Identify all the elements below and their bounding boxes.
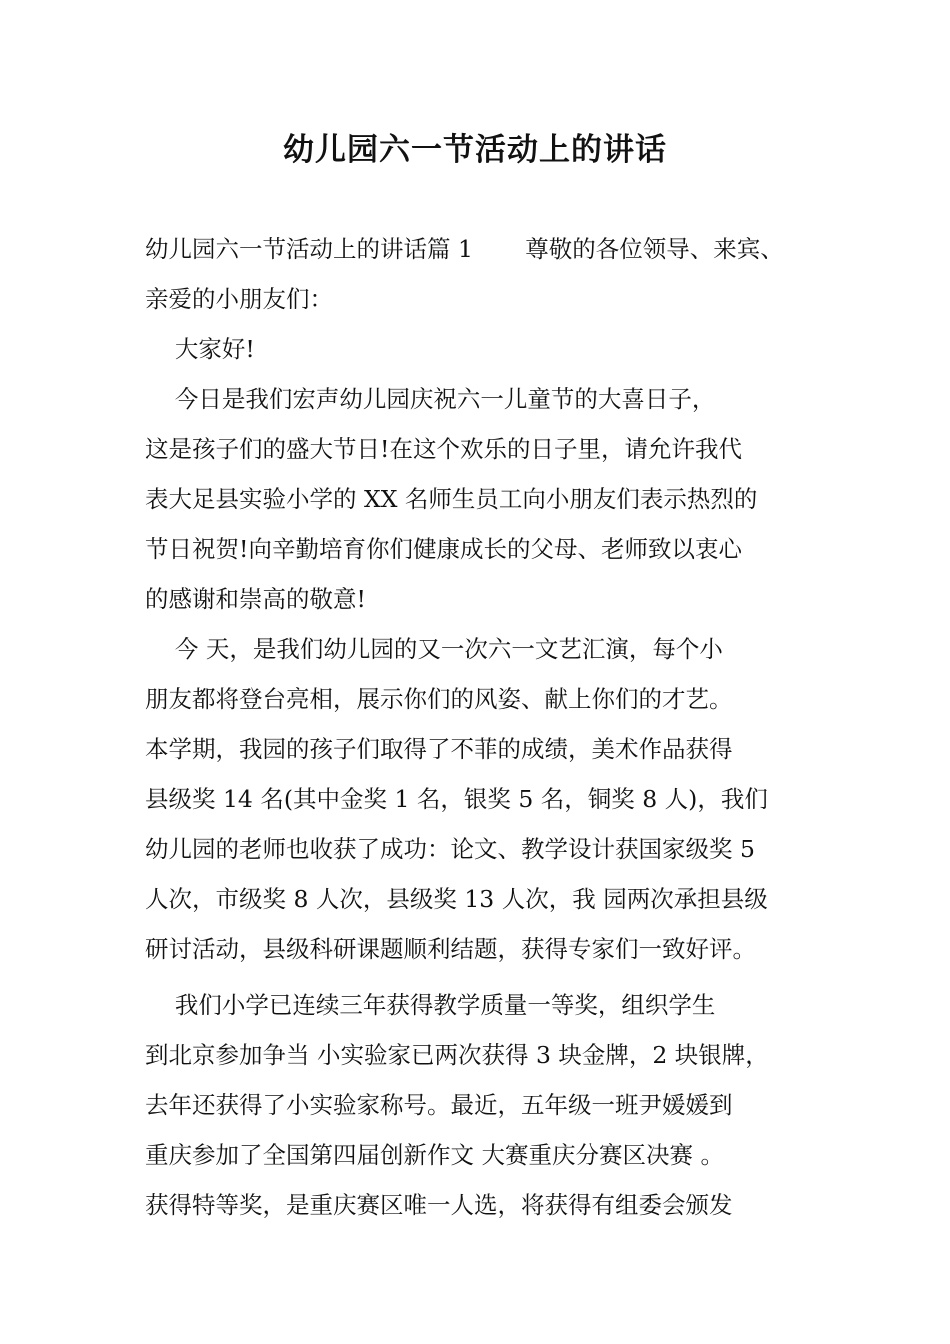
body-line: 这是孩子们的盛大节日!在这个欢乐的日子里，请允许我代 (145, 435, 742, 463)
body-line: 到北京参加争当 小实验家已两次获得 3 块金牌，2 块银牌， (145, 1041, 769, 1069)
body-line: 大家好! (145, 335, 255, 363)
body-line: 今 天，是我们幼儿园的又一次六一文艺汇演，每个小 (145, 635, 723, 663)
body-line: 亲爱的小朋友们： (145, 285, 333, 313)
body-line: 县级奖 14 名(其中金奖 1 名，银奖 5 名，铜奖 8 人)，我们 (145, 785, 768, 813)
body-line: 去年还获得了小实验家称号。最近，五年级一班尹媛媛到 (145, 1091, 733, 1119)
document-title: 幼儿园六一节活动上的讲话 (283, 132, 667, 168)
body-line: 本学期，我园的孩子们取得了不菲的成绩，美术作品获得 (145, 735, 733, 763)
body-line: 研讨活动，县级科研课题顺利结题，获得专家们一致好评。 (145, 935, 756, 963)
body-line: 今日是我们宏声幼儿园庆祝六一儿童节的大喜日子， (145, 385, 716, 413)
body-line: 的感谢和崇高的敬意! (145, 585, 366, 613)
document-body (145, 232, 835, 1238)
body-line: 节日祝贺!向辛勤培育你们健康成长的父母、老师致以衷心 (145, 535, 742, 563)
body-line: 获得特等奖，是重庆赛区唯一人选，将获得有组委会颁发 (145, 1191, 733, 1219)
body-line: 表大足县实验小学的 XX 名师生员工向小朋友们表示热烈的 (145, 485, 758, 513)
body-line: 幼儿园六一节活动上的讲话篇 1 尊敬的各位领导、来宾、 (145, 235, 784, 263)
body-line: 幼儿园的老师也收获了成功：论文、教学设计获国家级奖 5 (145, 835, 755, 863)
body-line: 我们小学已连续三年获得教学质量一等奖，组织学生 (145, 991, 716, 1019)
body-line: 人次，市级奖 8 人次，县级奖 13 人次，我 园两次承担县级 (145, 885, 768, 913)
body-line: 朋友都将登台亮相，展示你们的风姿、献上你们的才艺。 (145, 685, 733, 713)
body-line: 重庆参加了全国第四届创新作文 大赛重庆分赛区决赛 。 (145, 1141, 724, 1169)
